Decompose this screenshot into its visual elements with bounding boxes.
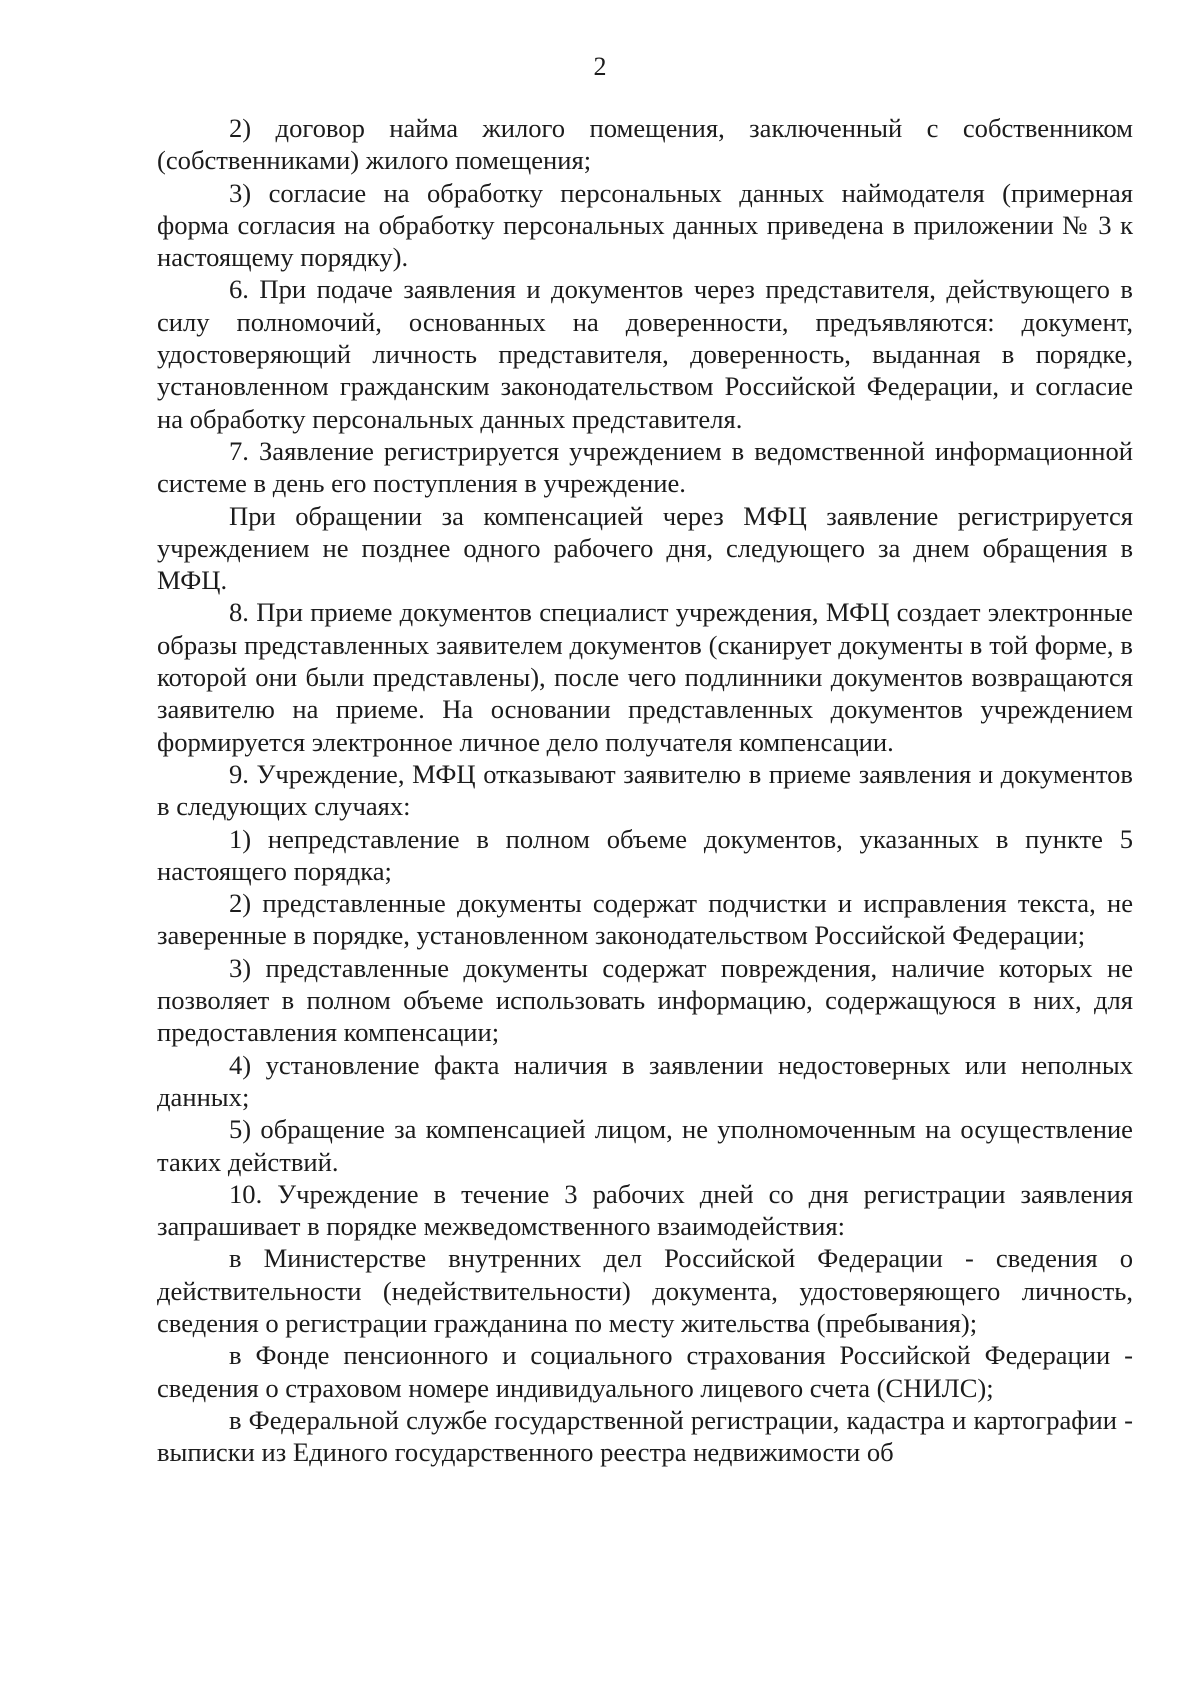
paragraph-refusal-reason-5: 5) обращение за компенсацией лицом, не уполномоченным на осуществление таких действий. xyxy=(157,1114,1133,1177)
paragraph-rosreestr: в Федеральной службе государственной регистрации, кадастра и картографии - выписки из Единого государственного реестра недвижимости об xyxy=(157,1404,1133,1468)
paragraph-refusal-reason-1: 1) непредставление в полном объеме документов, указанных в пункте 5 настоящего порядка; xyxy=(157,823,1133,886)
document-body xyxy=(157,112,1133,1468)
paragraph-clause-9-refusal: 9. Учреждение, МФЦ отказывают заявителю в приеме заявления и документов в следующих случаях: xyxy=(157,758,1133,822)
paragraph-clause-8-scanning: 8. При приеме документов специалист учреждения, МФЦ создает электронные образы представленных заявителем документов (сканирует документы в той форме, в которой они были представлены), после чего подлинники документов возвращаются заявителю на приеме. На основании представленных документов учреждением формируется электронное личное дело получателя компенсации. xyxy=(157,597,1133,757)
paragraph-clause-7-registration: 7. Заявление регистрируется учреждением в ведомственной информационной системе в день его поступления в учреждение. xyxy=(157,435,1133,499)
page-number: 2 xyxy=(593,52,607,81)
paragraph-refusal-reason-2: 2) представленные документы содержат подчистки и исправления текста, не заверенные в порядке, установленном законодательством Российской Федерации; xyxy=(157,888,1133,951)
paragraph-clause-6-representative: 6. При подаче заявления и документов через представителя, действующего в силу полномочий, основанных на доверенности, предъявляются: документ, удостоверяющий личность представителя, доверенность, выданная в порядке, установленном гражданским законодательством Российской Федерации, и согласие на обработку персональных данных представителя. xyxy=(157,274,1133,434)
paragraph-interior-ministry: в Министерстве внутренних дел Российской Федерации - сведения о действительности (недействительности) документа, удостоверяющего личность, сведения о регистрации гражданина по месту жительства (пребывания); xyxy=(157,1243,1133,1338)
paragraph-pension-fund: в Фонде пенсионного и социального страхования Российской Федерации - сведения о страховом номере индивидуального лицевого счета (СНИЛС); xyxy=(157,1340,1133,1403)
paragraph-item-2-tenancy-agreement: 2) договор найма жилого помещения, заключенный с собственником (собственниками) жилого помещения; xyxy=(157,113,1133,176)
paragraph-refusal-reason-4: 4) установление факта наличия в заявлении недостоверных или неполных данных; xyxy=(157,1049,1133,1112)
paragraph-refusal-reason-3: 3) представленные документы содержат повреждения, наличие которых не позволяет в полном объеме использовать информацию, содержащуюся в них, для предоставления компенсации; xyxy=(157,952,1133,1048)
paragraph-clause-10-interagency: 10. Учреждение в течение 3 рабочих дней со дня регистрации заявления запрашивает в порядке межведомственного взаимодействия: xyxy=(157,1178,1133,1242)
paragraph-mfc-registration: При обращении за компенсацией через МФЦ заявление регистрируется учреждением не позднее одного рабочего дня, следующего за днем обращения в МФЦ. xyxy=(157,500,1133,596)
paragraph-item-3-landlord-consent: 3) согласие на обработку персональных данных наймодателя (примерная форма согласия на обработку персональных данных приведена в приложении № 3 к настоящему порядку). xyxy=(157,177,1133,273)
